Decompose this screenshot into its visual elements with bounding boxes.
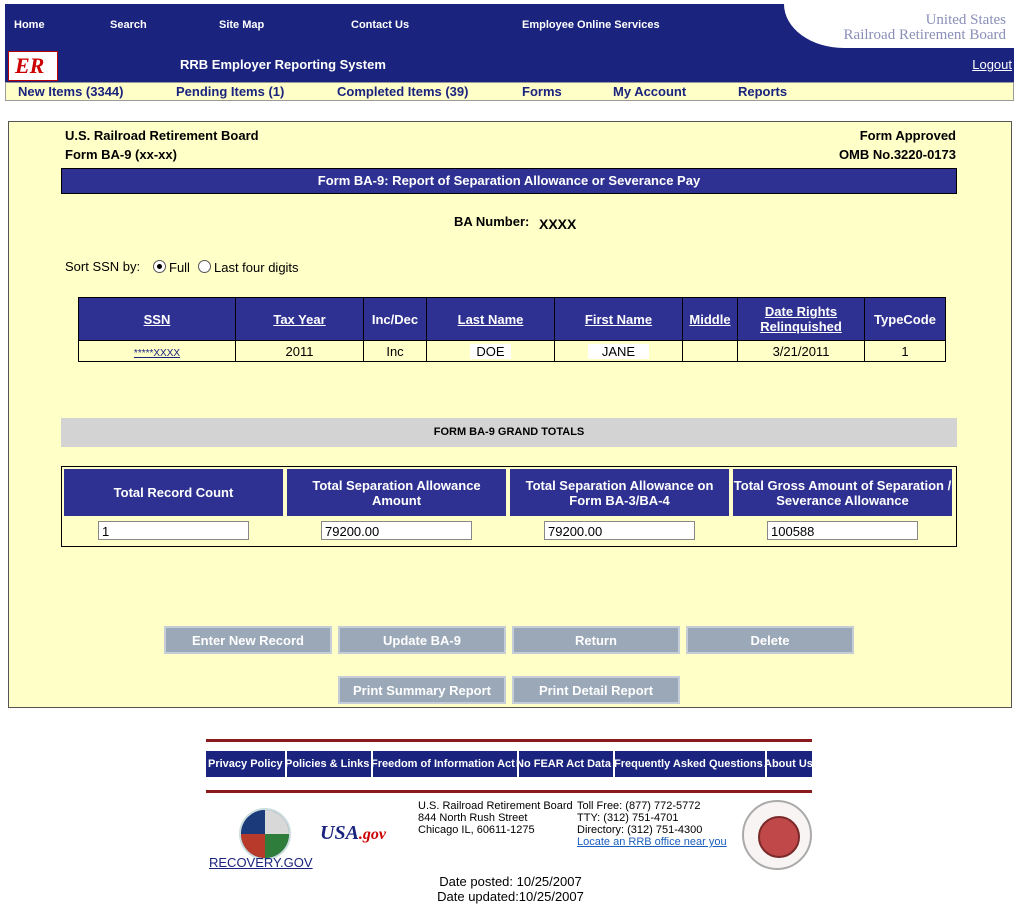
total-sep-allowance-field[interactable]: 79200.00 bbox=[321, 521, 472, 540]
col-inc-dec: Inc/Dec bbox=[364, 298, 427, 341]
update-ba9-button[interactable]: Update BA-9 bbox=[338, 626, 506, 654]
ba-number-label: BA Number: bbox=[454, 214, 530, 229]
cell-first-name: JANE bbox=[588, 344, 649, 359]
nav-contact-us[interactable]: Contact Us bbox=[351, 19, 410, 31]
usa-gov-logo[interactable]: USA.gov bbox=[320, 822, 387, 844]
cell-tax-year: 2011 bbox=[236, 341, 364, 362]
total-record-count-field[interactable]: 1 bbox=[98, 521, 249, 540]
rrb-address: U.S. Railroad Retirement Board 844 North Rush Street Chicago IL, 60611-1275 bbox=[418, 800, 573, 836]
rrb-seal-icon bbox=[742, 800, 812, 870]
footer-faq[interactable]: Frequently Asked Questions bbox=[612, 751, 767, 777]
total-gross-amount-header: Total Gross Amount of Separation / Severance Allowance bbox=[733, 469, 952, 516]
grand-totals-box bbox=[61, 466, 957, 547]
tab-completed-items[interactable]: Completed Items (39) bbox=[337, 84, 469, 99]
footer-policies-links[interactable]: Policies & Links bbox=[283, 751, 373, 777]
omb-number: OMB No.3220-0173 bbox=[838, 147, 956, 162]
total-sep-allowance-header: Total Separation Allowance Amount bbox=[287, 469, 506, 516]
sort-last-four-label: Last four digits bbox=[214, 260, 299, 275]
cell-last-name: DOE bbox=[470, 344, 510, 359]
records-table bbox=[78, 297, 946, 362]
cell-typecode: 1 bbox=[865, 341, 946, 362]
nav-site-map[interactable]: Site Map bbox=[219, 19, 265, 31]
rrb-brand bbox=[784, 4, 1014, 48]
tab-my-account[interactable]: My Account bbox=[613, 84, 687, 99]
cell-date-rights: 3/21/2011 bbox=[738, 341, 865, 362]
nav-home[interactable]: Home bbox=[14, 19, 45, 31]
form-panel bbox=[8, 121, 1012, 708]
recovery-gov-link[interactable]: RECOVERY.GOV bbox=[209, 855, 313, 870]
print-detail-report-button[interactable]: Print Detail Report bbox=[512, 676, 680, 704]
col-ssn[interactable]: SSN bbox=[79, 298, 236, 341]
nav-search[interactable]: Search bbox=[110, 19, 147, 31]
form-title: Form BA-9: Report of Separation Allowance or Severance Pay bbox=[61, 168, 957, 194]
agency-name: U.S. Railroad Retirement Board bbox=[65, 128, 259, 143]
footer-about-us[interactable]: About Us bbox=[764, 758, 813, 770]
system-bar bbox=[5, 48, 1014, 84]
cell-inc-dec: Inc bbox=[364, 341, 427, 362]
col-last-name[interactable]: Last Name bbox=[427, 298, 555, 341]
delete-button[interactable]: Delete bbox=[686, 626, 854, 654]
ssn-link[interactable]: *****XXXX bbox=[133, 347, 181, 359]
locate-office-link[interactable]: Locate an RRB office near you bbox=[577, 836, 727, 848]
return-button[interactable]: Return bbox=[512, 626, 680, 654]
total-sep-allowance-ba3-field[interactable]: 79200.00 bbox=[544, 521, 695, 540]
total-record-count-header: Total Record Count bbox=[64, 469, 283, 516]
footer-no-fear[interactable]: No FEAR Act Data bbox=[514, 751, 615, 777]
footer-privacy-policy[interactable]: Privacy Policy bbox=[206, 751, 287, 777]
col-middle[interactable]: Middle bbox=[683, 298, 738, 341]
sort-full-radio[interactable] bbox=[153, 260, 166, 273]
sort-full-label: Full bbox=[169, 260, 190, 275]
main-tabs bbox=[5, 82, 1014, 101]
tab-forms[interactable]: Forms bbox=[522, 84, 562, 99]
date-posted: Date posted: 10/25/2007 bbox=[439, 874, 582, 889]
form-id: Form BA-9 (xx-xx) bbox=[65, 147, 177, 162]
footer-foia[interactable]: Freedom of Information Act bbox=[369, 751, 519, 777]
grand-totals-title: FORM BA-9 GRAND TOTALS bbox=[61, 418, 957, 447]
col-date-rights[interactable]: Date Rights Relinquished bbox=[738, 298, 865, 341]
rrb-contact: Toll Free: (877) 772-5772 TTY: (312) 751-4701 Directory: (312) 751-4300 Locate an RRB office near you bbox=[577, 800, 727, 848]
col-tax-year[interactable]: Tax Year bbox=[236, 298, 364, 341]
total-sep-allowance-ba3-header: Total Separation Allowance on Form BA-3/BA-4 bbox=[510, 469, 729, 516]
ba-number-value: XXXX bbox=[539, 216, 577, 232]
form-approved: Form Approved bbox=[859, 128, 956, 143]
footer-links-bar bbox=[206, 739, 812, 793]
er-logo: ER bbox=[8, 51, 58, 81]
top-nav bbox=[5, 4, 1014, 48]
tab-new-items[interactable]: New Items (3344) bbox=[18, 84, 124, 99]
sort-last-four-radio[interactable] bbox=[198, 260, 211, 273]
tab-pending-items[interactable]: Pending Items (1) bbox=[176, 84, 285, 99]
col-first-name[interactable]: First Name bbox=[555, 298, 683, 341]
nav-employee-online-services[interactable]: Employee Online Services bbox=[522, 19, 660, 31]
enter-new-record-button[interactable]: Enter New Record bbox=[164, 626, 332, 654]
total-gross-amount-field[interactable]: 100588 bbox=[767, 521, 918, 540]
col-typecode: TypeCode bbox=[865, 298, 946, 341]
brand-line1: United States bbox=[925, 12, 1006, 28]
system-title: RRB Employer Reporting System bbox=[180, 57, 386, 72]
logout-link[interactable]: Logout bbox=[972, 57, 1012, 72]
brand-line2: Railroad Retirement Board bbox=[843, 27, 1006, 43]
date-updated: Date updated:10/25/2007 bbox=[437, 889, 584, 904]
sort-ssn-label: Sort SSN by: bbox=[65, 259, 141, 274]
print-summary-report-button[interactable]: Print Summary Report bbox=[338, 676, 506, 704]
table-row bbox=[79, 341, 946, 362]
recovery-gov-seal[interactable] bbox=[239, 808, 291, 860]
tab-reports[interactable]: Reports bbox=[738, 84, 788, 99]
